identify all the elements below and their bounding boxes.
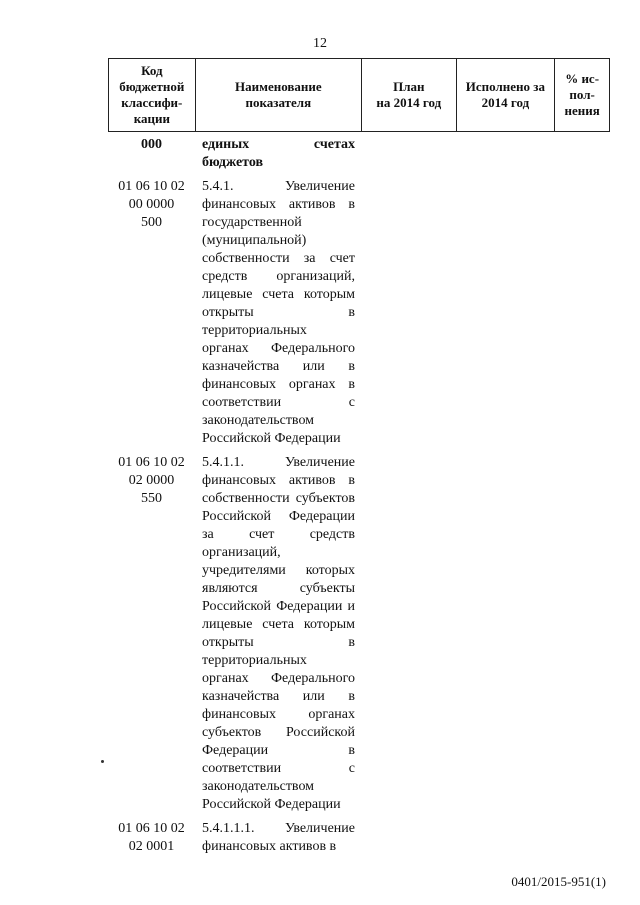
row-code: 01 06 10 02 02 0000 550	[118, 455, 185, 506]
row-code: 01 06 10 02 02 0001	[118, 821, 185, 854]
table-row	[108, 454, 368, 814]
stray-mark	[101, 760, 104, 763]
page-number: 12	[313, 36, 327, 51]
table-body	[108, 136, 368, 862]
row-name: единых счетах бюджетов	[202, 137, 355, 170]
row-code: 000	[141, 137, 162, 152]
table-row	[108, 136, 368, 172]
row-name: 5.4.1.1.1. Увеличение финансовых активов в	[202, 821, 355, 854]
header-executed: Исполнено за 2014 год	[457, 59, 556, 131]
header-name: Наименование показателя	[196, 59, 362, 131]
table-row	[108, 178, 368, 448]
row-name: 5.4.1.1. Увеличение финансовых активов в собственности субъектов Российской Федерации за счет средств организаций, учредителями которых являются субъекты Российской Федерации и лицевые счета которым открыты в территориальных органах Федерального казначейства или в финансовых органах субъектов Российской Федерации в соответствии с законодательством Российской Федерации	[202, 455, 355, 812]
table-row	[108, 820, 368, 856]
table-header	[108, 58, 610, 132]
header-plan: План на 2014 год	[362, 59, 457, 131]
document-id: 0401/2015-951(1)	[511, 874, 606, 889]
row-name: 5.4.1. Увеличение финансовых активов в государственной (муниципальной) собственности за счет средств организаций, лицевые счета которым открыты в территориальных органах Федерального казначейства или в финансовых органах в соответствии с законодательством Российской Федерации	[202, 179, 355, 446]
row-code: 01 06 10 02 00 0000 500	[118, 179, 185, 230]
header-percent: % ис- пол- нения	[564, 71, 600, 118]
header-code: Код бюджетной классифи- кации	[109, 59, 196, 131]
